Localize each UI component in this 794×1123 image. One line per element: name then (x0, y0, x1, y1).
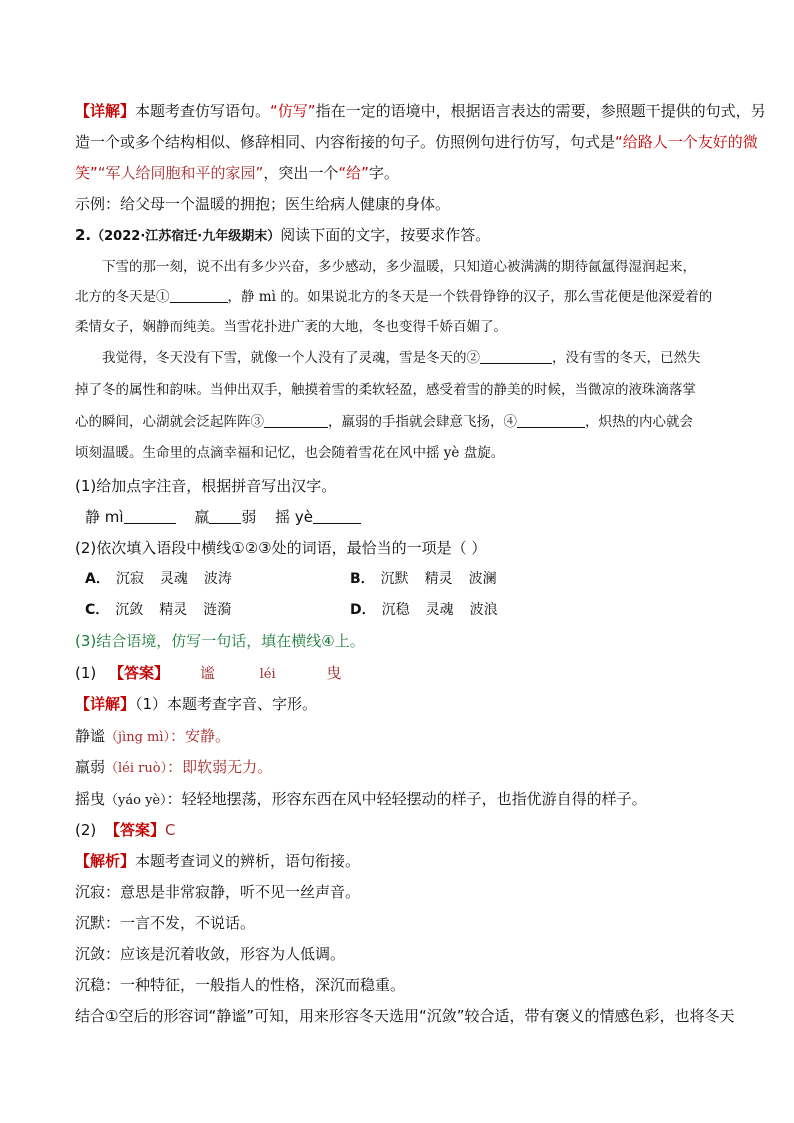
passage-line-5: 掉了冬的属性和韵味。当伸出双手，触摸着雪的柔软轻盈，感受着雪的静美的时候，当微凉的液珠滴落掌 (75, 382, 696, 398)
detail-2-item-1: 静谧（jìng mì）：安静。 (75, 727, 231, 745)
option-b[interactable]: B． 沉默 精灵 波澜 (350, 571, 497, 587)
detail-2-header: 【详解】（1）本题考查字音、字形。 (75, 695, 318, 713)
analysis-item-1: 沉寂：意思是非常寂静，听不见一丝声音。 (75, 883, 361, 901)
example-line: 示例：给父母一个温暖的拥抱；医生给病人健康的身体。 (75, 195, 451, 213)
question-2-header: 2.（2022·江苏宿迁·九年级期末）阅读下面的文字，按要求作答。 (75, 226, 491, 244)
passage-line-1: 下雪的那一刻，说不出有多少兴奋，多少感动，多少温暖，只知道心被满满的期待氤氲得湿润起来， (102, 259, 696, 275)
detail-paragraph-line-1: 【详解】本题考查仿写语句。“仿写”指在一定的语境中，根据语言表达的需要，参照题干提供的句式，另 (75, 102, 766, 120)
blank-3[interactable] (264, 413, 328, 428)
passage-line-2: 北方的冬天是① ，静 mì 的。如果说北方的冬天是一个铁骨铮铮的汉子，那么雪花便是他深爱着的 (75, 289, 713, 305)
sub-question-2: (2)依次填入语段中横线①②③处的词语，最恰当的一项是（ ） (75, 539, 487, 557)
passage-line-7: 顷刻温暖。生命里的点滴幸福和记忆，也会随着雪花在风中摇 yè 盘旋。 (75, 445, 505, 461)
analysis-last-line: 结合①空后的形容词“静谧”可知，用来形容冬天选用“沉敛”较合适，带有褒义的情感色彩，也将冬天 (75, 1007, 735, 1025)
answer-blank-3[interactable] (313, 509, 361, 524)
analysis-header: 【解析】本题考查词义的辨析，语句衔接。 (75, 852, 361, 870)
option-d[interactable]: D． 沉稳 灵魂 波浪 (350, 602, 498, 618)
detail-2-item-2: 羸弱（léi ruò）：即软弱无力。 (75, 758, 273, 776)
blank-4[interactable] (517, 413, 585, 428)
answer-2-line: (2) 【答案】C (75, 821, 176, 839)
analysis-item-4: 沉稳：一种特征，一般指人的性格，深沉而稳重。 (75, 976, 406, 994)
analysis-item-3: 沉敛：应该是沉着收敛，形容为人低调。 (75, 945, 346, 963)
sub-question-1: (1)给加点字注音，根据拼音写出汉字。 (75, 477, 337, 495)
passage-line-3: 柔情女子，娴静而纯美。当雪花扑进广袤的大地，冬也变得千娇百媚了。 (75, 319, 507, 335)
answer-blank-1[interactable] (124, 509, 176, 524)
answer-blank-2[interactable] (209, 509, 241, 524)
sub-question-1-items: 静 mì 羸 弱 摇 yè (85, 507, 745, 527)
passage-line-4: 我觉得，冬天没有下雪，就像一个人没有了灵魂，雪是冬天的② ，没有雪的冬天，已然失 (102, 350, 701, 366)
blank-1[interactable] (170, 288, 228, 303)
passage-line-6: 心的瞬间，心湖就会泛起阵阵③ ，羸弱的手指就会肆意飞扬，④ ，炽热的内心就会 (75, 414, 693, 430)
answer-1-line: (1) 【答案】 谧 léi 曳 (75, 664, 342, 682)
detail-paragraph-line-3: 笑”“军人给同胞和平的家园”，突出一个“给”字。 (75, 164, 399, 182)
detail-paragraph-line-2: 造一个或多个结构相似、修辞相同、内容衔接的句子。仿照例句进行仿写，句式是“给路人一个友好的微 (75, 133, 758, 151)
detail-tag: 【详解】 (75, 102, 136, 120)
option-c[interactable]: C． 沉敛 精灵 涟漪 (85, 602, 232, 618)
detail-2-item-3: 摇曳（yáo yè）：轻轻地摆荡，形容东西在风中轻轻摆动的样子，也指优游自得的样子。 (75, 790, 647, 808)
analysis-item-2: 沉默：一言不发，不说话。 (75, 914, 256, 932)
sub-question-3: (3)结合语境，仿写一句话，填在横线④上。 (75, 632, 365, 650)
option-a[interactable]: A． 沉寂 灵魂 波涛 (85, 571, 232, 587)
blank-2[interactable] (480, 349, 552, 364)
